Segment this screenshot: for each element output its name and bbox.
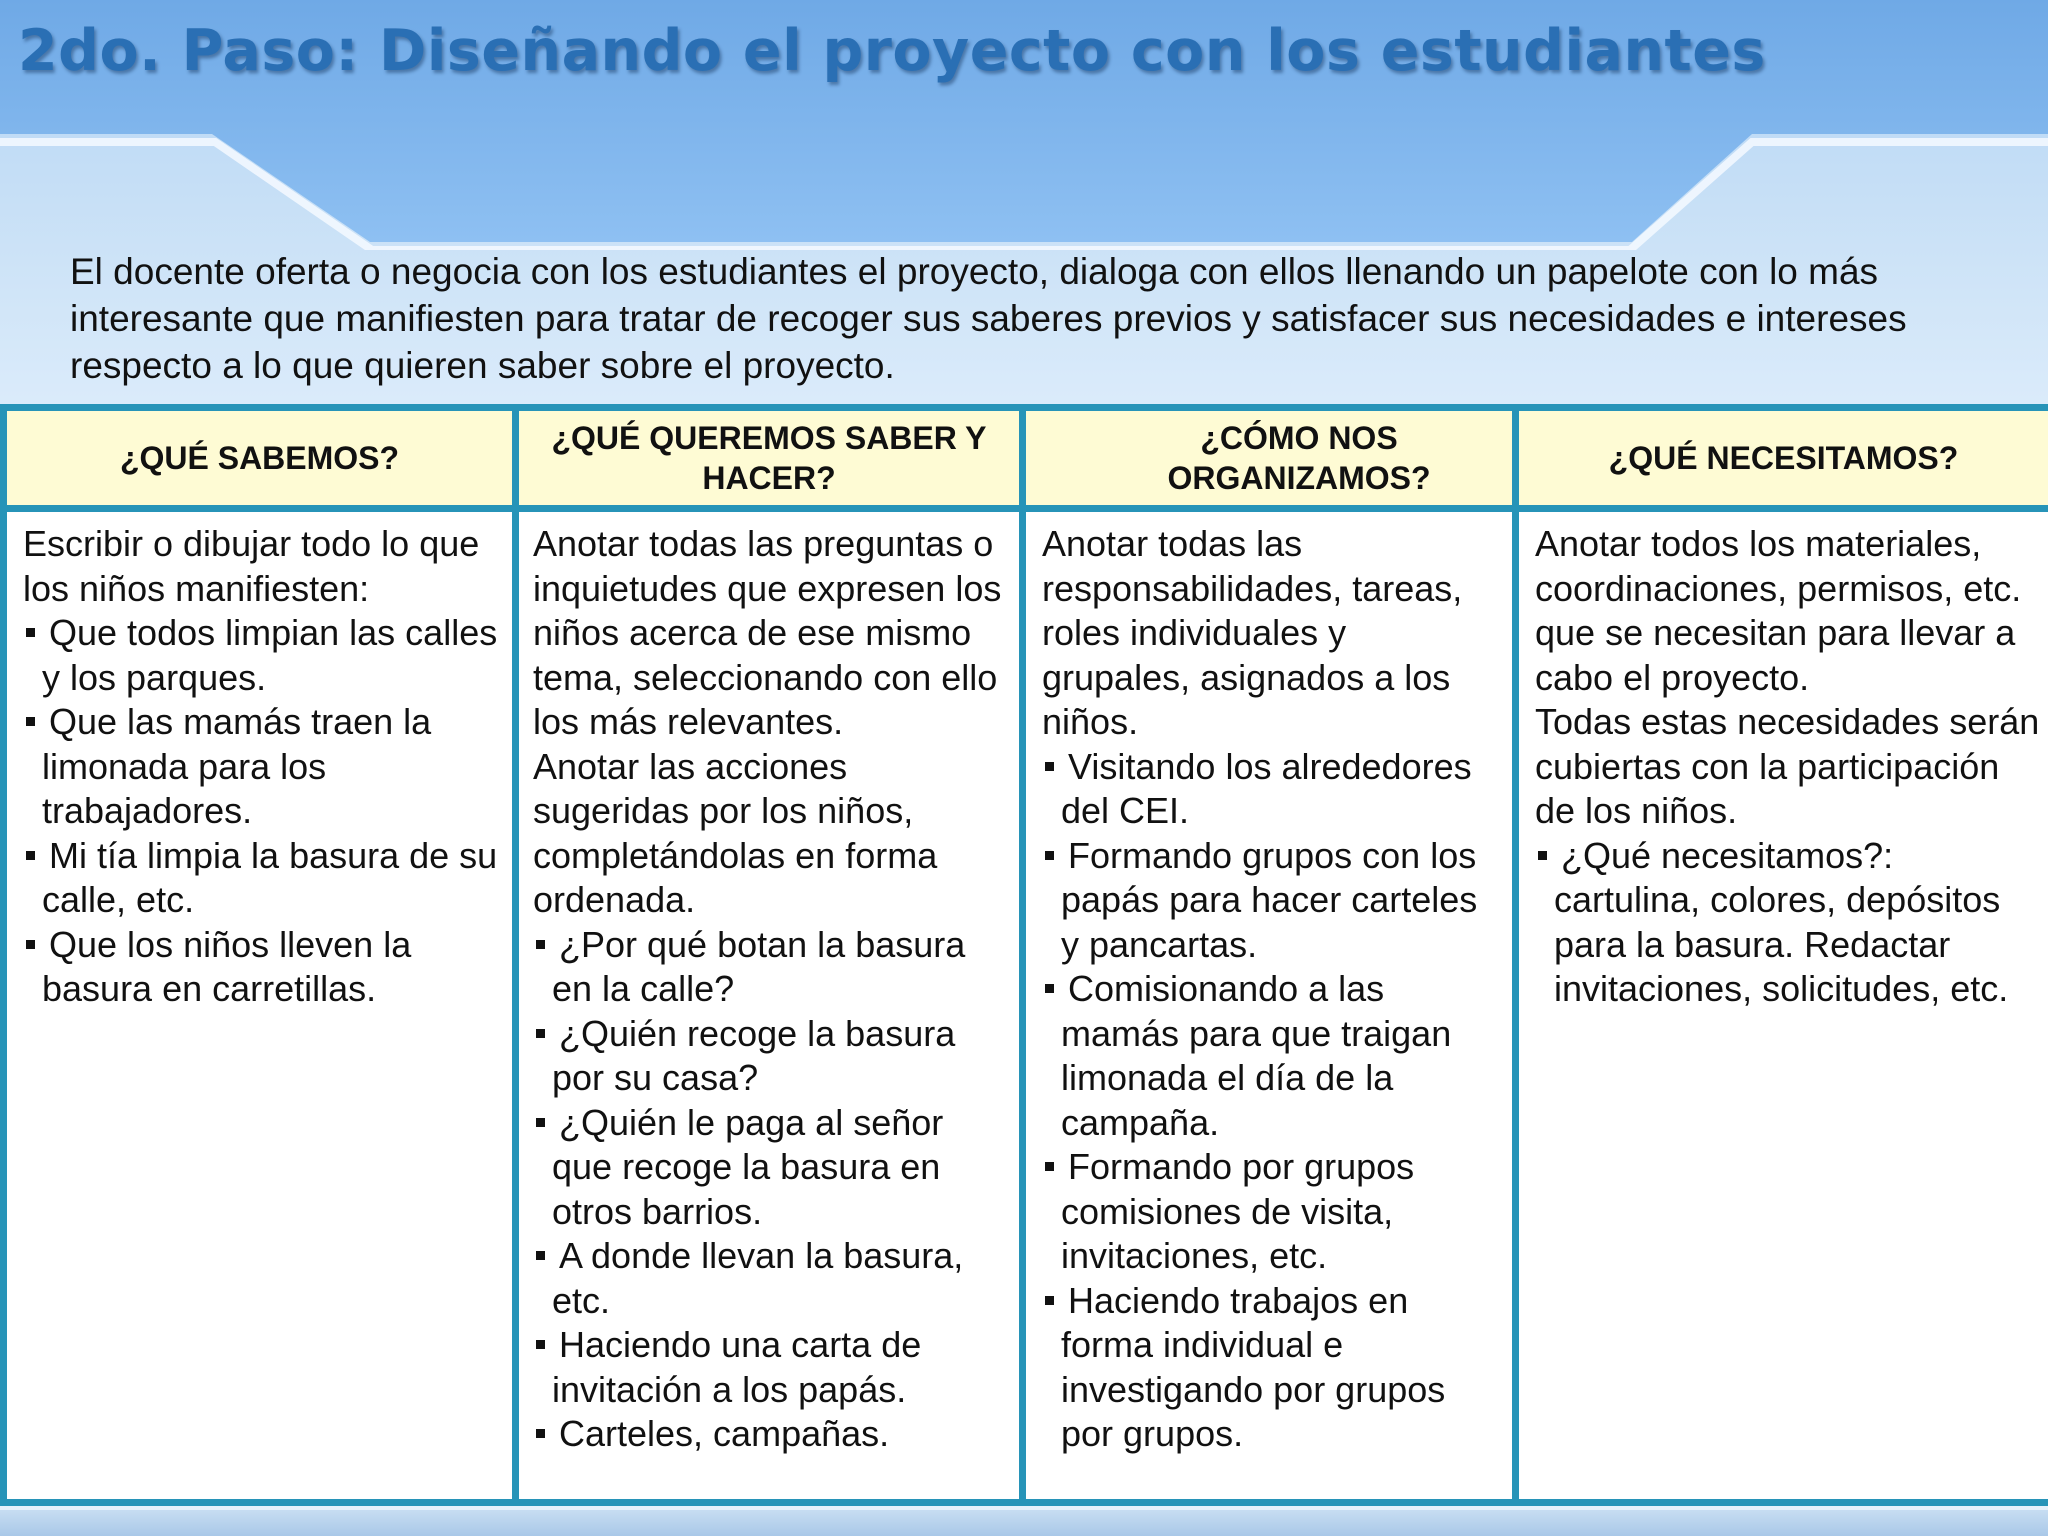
cell-intro-secondary: Todas estas necesidades serán cubiertas con la participación de los niños. [1535, 701, 2040, 831]
planning-table [0, 404, 2048, 1506]
list-item: Que todos limpian las calles y los parques. [23, 611, 500, 700]
list-item: Haciendo una carta de invitación a los papás. [533, 1323, 1009, 1412]
cell-intro-secondary: Anotar las acciones sugeridas por los niños, completándolas en forma ordenada. [533, 745, 938, 920]
list-item: Haciendo trabajos en forma individual e investigando por grupos por grupos. [1042, 1279, 1504, 1457]
footer-strip [0, 1510, 2048, 1536]
list-item: Que las mamás traen la limonada para los trabajadores. [23, 700, 500, 834]
list-item: Que los niños lleven la basura en carretillas. [23, 923, 500, 1012]
list-item: Formando grupos con los papás para hacer carteles y pancartas. [1042, 834, 1504, 968]
column-como-nos-organizamos [1023, 509, 1516, 1503]
list-item: ¿Quién le paga al señor que recoge la basura en otros barrios. [533, 1101, 1009, 1235]
cell-intro: Anotar todas las preguntas o inquietudes que expresen los niños acerca de ese mismo tema, seleccionando con ello los más relevantes. [533, 523, 1002, 742]
list-item: Formando por grupos comisiones de visita, invitaciones, etc. [1042, 1145, 1504, 1279]
list-item: ¿Qué necesitamos?: cartulina, colores, depósitos para la basura. Redactar invitaciones, solicitudes, etc. [1535, 834, 2040, 1012]
list-item: Mi tía limpia la basura de su calle, etc. [23, 834, 500, 923]
list-item: Carteles, campañas. [533, 1412, 1009, 1457]
table-body-row [4, 509, 2048, 1503]
table-header-row [4, 408, 2048, 509]
cell-intro: Anotar todos los materiales, coordinaciones, permisos, etc. que se necesitan para llevar a cabo el proyecto. [1535, 523, 2022, 698]
header-que-queremos-saber: ¿QUÉ QUEREMOS SABER Y HACER? [516, 408, 1023, 509]
column-que-necesitamos [1516, 509, 2048, 1503]
list-item: ¿Por qué botan la basura en la calle? [533, 923, 1009, 1012]
list-item: A donde llevan la basura, etc. [533, 1234, 1009, 1323]
cell-intro: Anotar todas las responsabilidades, tareas, roles individuales y grupales, asignados a los niños. [1042, 523, 1463, 742]
column-que-sabemos [4, 509, 516, 1503]
cell-intro: Escribir o dibujar todo lo que los niños manifiesten: [23, 523, 480, 609]
bullet-list [1042, 745, 1504, 1457]
bullet-list [23, 611, 500, 1012]
header-que-necesitamos: ¿QUÉ NECESITAMOS? [1516, 408, 2048, 509]
bullet-list [533, 923, 1009, 1457]
bullet-list [1535, 834, 2040, 1012]
slide-title: 2do. Paso: Diseñando el proyecto con los estudiantes [18, 18, 1766, 84]
column-que-queremos-saber [516, 509, 1023, 1503]
list-item: Visitando los alrededores del CEI. [1042, 745, 1504, 834]
list-item: Comisionando a las mamás para que traigan limonada el día de la campaña. [1042, 967, 1504, 1145]
list-item: ¿Quién recoge la basura por su casa? [533, 1012, 1009, 1101]
intro-paragraph: El docente oferta o negocia con los estudiantes el proyecto, dialoga con ellos llenando un papelote con lo más interesante que manifiesten para tratar de recoger sus saberes previos y satisfacer sus necesidades e intereses respecto a lo que quieren saber sobre el proyecto. [70, 251, 1907, 386]
header-que-sabemos: ¿QUÉ SABEMOS? [4, 408, 516, 509]
header-como-nos-organizamos: ¿CÓMO NOS ORGANIZAMOS? [1023, 408, 1516, 509]
